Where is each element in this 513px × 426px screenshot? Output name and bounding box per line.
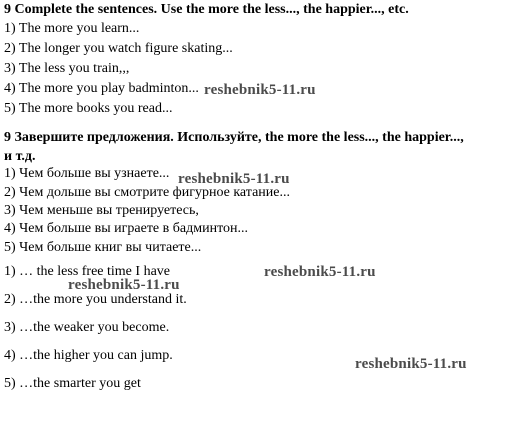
english-item-3: 3) The less you train,,, [4,61,130,76]
answer-2: 2) …the more you understand it. [4,292,187,307]
russian-item-3: 3) Чем меньше вы тренируетесь, [4,203,199,218]
russian-item-2: 2) Чем дольше вы смотрите фигурное катание... [4,185,290,200]
english-item-5: 5) The more books you read... [4,101,173,116]
watermark: reshebnik5-11.ru [264,264,376,280]
watermark: reshebnik5-11.ru [355,356,467,372]
english-item-2: 2) The longer you watch figure skating... [4,41,233,56]
russian-item-1: 1) Чем больше вы узнаете... [4,166,170,181]
watermark: reshebnik5-11.ru [204,82,316,98]
answer-5: 5) …the smarter you get [4,376,141,391]
english-item-1: 1) The more you learn... [4,21,140,36]
answer-1: 1) … the less free time I have [4,264,170,279]
russian-task-heading-line-1: 9 Завершите предложения. Используйте, the more the less..., the happier..., [4,130,464,145]
russian-task-heading-line-2: и т.д. [4,149,36,164]
answer-3: 3) …the weaker you become. [4,320,170,335]
watermark: reshebnik5-11.ru [68,277,180,293]
russian-item-5: 5) Чем больше книг вы читаете... [4,240,202,255]
answer-4: 4) …the higher you can jump. [4,348,173,363]
watermark: reshebnik5-11.ru [178,171,290,187]
english-item-4: 4) The more you play badminton... [4,81,199,96]
english-task-heading: 9 Complete the sentences. Use the more the less..., the happier..., etc. [4,2,409,17]
russian-item-4: 4) Чем больше вы играете в бадминтон... [4,221,248,236]
